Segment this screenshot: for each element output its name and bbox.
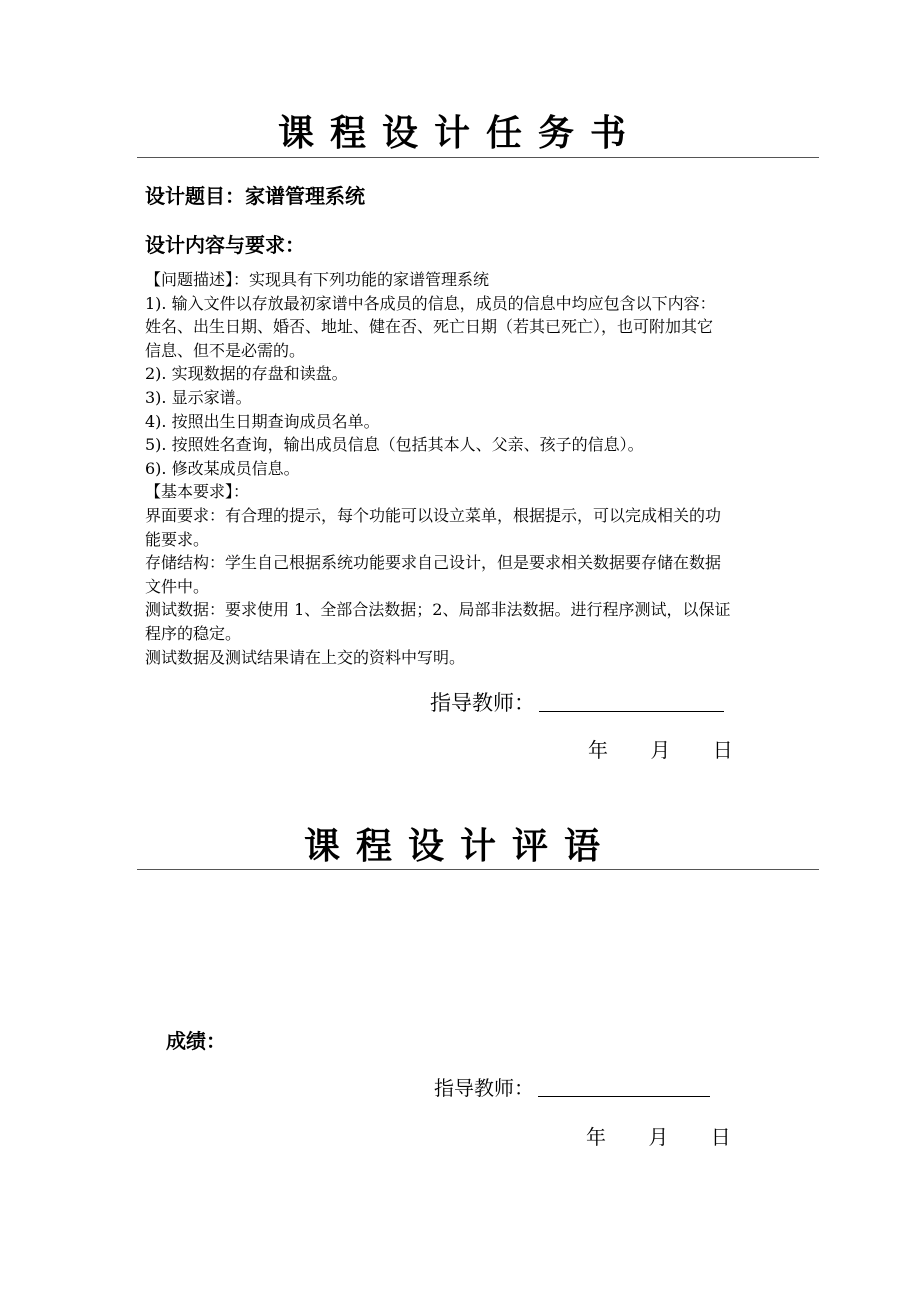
requirement-line: 4). 按照出生日期查询成员名单。 — [145, 411, 380, 431]
requirement-line: 测试数据及测试结果请在上交的资料中写明。 — [145, 647, 466, 667]
review-date — [586, 1123, 731, 1151]
task-title-divider — [137, 157, 819, 158]
design-content-heading: 设计内容与要求： — [145, 233, 305, 257]
requirement-line: 文件中。 — [145, 576, 210, 596]
requirement-line: 信息、但不是必需的。 — [145, 340, 306, 360]
grade-label: 成绩： — [166, 1029, 226, 1053]
requirement-line: 3). 显示家谱。 — [145, 387, 252, 407]
requirement-line: 5). 按照姓名查询，输出成员信息（包括其本人、父亲、孩子的信息）。 — [145, 435, 644, 455]
review-title-divider — [137, 869, 819, 870]
design-topic: 设计题目：家谱管理系统 — [145, 184, 365, 208]
advisor-label: 指导教师： — [430, 691, 535, 715]
task-date — [588, 736, 733, 764]
date-year: 年 — [588, 738, 608, 762]
requirement-line: 测试数据：要求使用 1、全部合法数据；2、局部非法数据。进行程序测试，以保证 — [145, 600, 731, 620]
review-title: 课程设计评语 — [303, 826, 616, 867]
date-day: 日 — [712, 738, 733, 762]
requirement-line: 存储结构：学生自己根据系统功能要求自己设计，但是要求相关数据要存储在数据 — [145, 553, 722, 573]
requirements-text — [145, 268, 825, 669]
requirement-line: 程序的稳定。 — [145, 623, 242, 643]
date-year: 年 — [586, 1125, 606, 1149]
requirement-line: 2). 实现数据的存盘和读盘。 — [145, 364, 348, 384]
requirement-line: 【问题描述】：实现具有下列功能的家谱管理系统 — [145, 270, 490, 289]
date-month: 月 — [648, 1125, 669, 1149]
requirement-line: 【基本要求】： — [145, 482, 250, 502]
signature-line — [539, 711, 724, 712]
requirement-line: 能要求。 — [145, 529, 210, 549]
requirement-line: 6). 修改某成员信息。 — [145, 458, 300, 478]
advisor-label: 指导教师： — [434, 1076, 534, 1100]
date-month: 月 — [650, 738, 671, 762]
review-advisor-signature — [434, 1073, 710, 1103]
task-title: 课程设计任务书 — [277, 113, 642, 154]
date-day: 日 — [710, 1125, 731, 1149]
requirement-line: 1). 输入文件以存放最初家谱中各成员的信息，成员的信息中均应包含以下内容： — [145, 293, 716, 313]
requirement-line: 界面要求：有合理的提示，每个功能可以设立菜单，根据提示，可以完成相关的功 — [145, 505, 722, 525]
signature-line — [538, 1096, 710, 1097]
requirement-line: 姓名、出生日期、婚否、地址、健在否、死亡日期（若其已死亡），也可附加其它 — [145, 317, 714, 337]
task-advisor-signature — [430, 688, 724, 718]
